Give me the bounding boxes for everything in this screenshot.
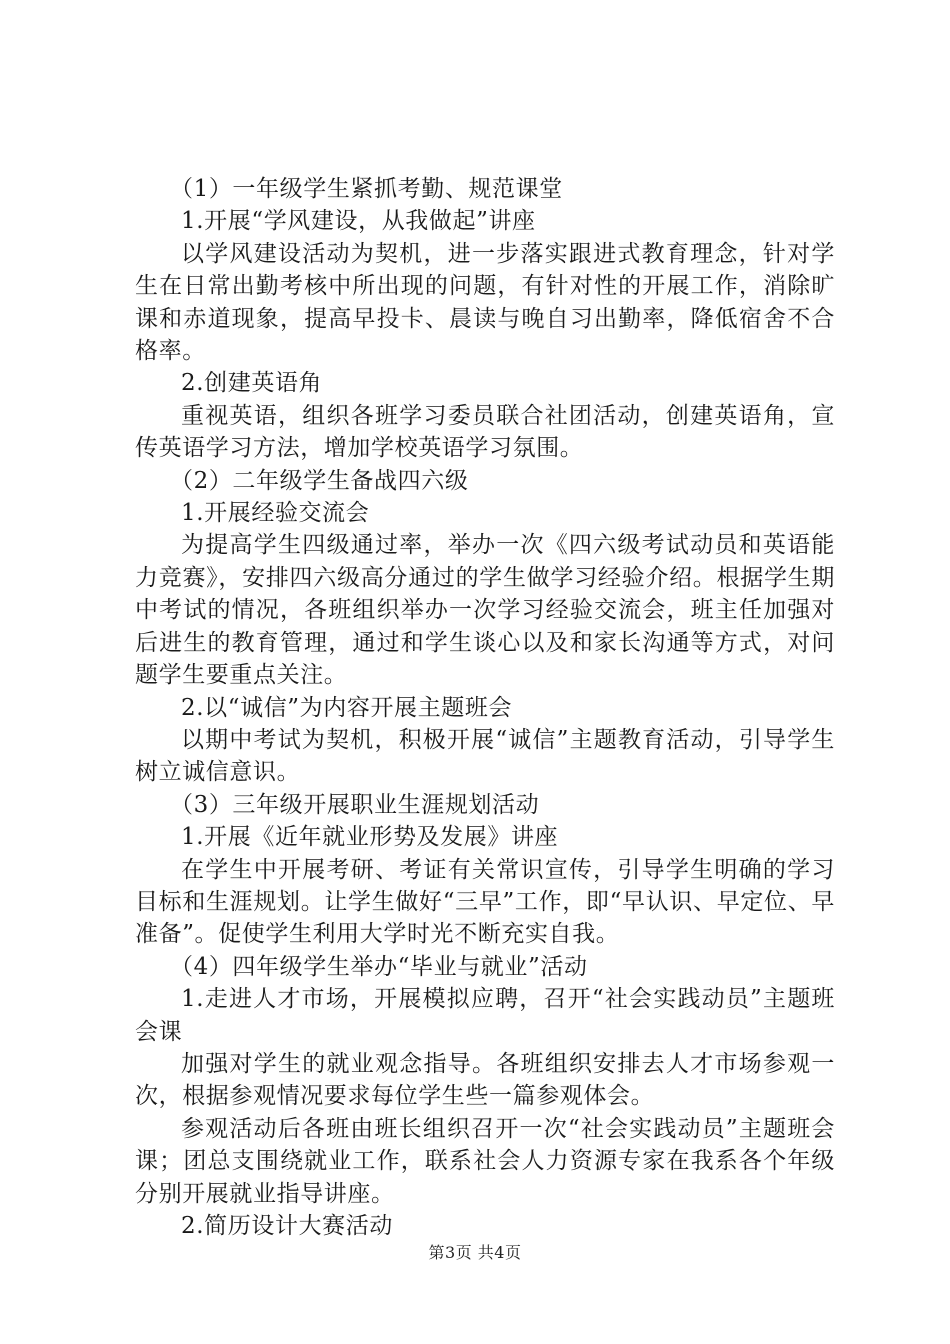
section-heading-grade-3: （3）三年级开展职业生涯规划活动 [170, 791, 540, 818]
body-paragraph: 参观活动后各班由班长组织召开一次“社会实践动员”主题班会课；团总支围绕就业工作，联系社会人力资源专家在我系各个年级分别开展就业指导讲座。 [135, 1115, 835, 1207]
section-heading-grade-1: （1）一年级学生紧抓考勤、规范课堂 [170, 176, 563, 202]
body-paragraph: 为提高学生四级通过率，举办一次《四六级考试动员和英语能力竞赛》，安排四六级高分通过的学生做学习经验介绍。根据学生期中考试的情况，各班组织举办一次学习经验交流会，班主任加强对后进生的教育管理，通过和学生谈心以及和家长沟通等方式，对问题学生要重点关注。 [135, 532, 835, 689]
document-body [135, 173, 835, 1242]
list-item: 1.开展“学风建设，从我做起”讲座 [181, 208, 536, 235]
list-item: 1.开展《近年就业形势及发展》讲座 [181, 824, 559, 851]
section-heading-grade-4: （4）四年级学生举办“毕业与就业”活动 [170, 953, 588, 980]
list-item: 2.创建英语角 [181, 370, 323, 397]
body-paragraph: 加强对学生的就业观念指导。各班组织安排去人才市场参观一次，根据参观情况要求每位学生些一篇参观体会。 [135, 1050, 835, 1110]
section-heading-grade-2: （2）二年级学生备战四六级 [170, 467, 469, 494]
body-paragraph: 在学生中开展考研、考证有关常识宣传，引导学生明确的学习目标和生涯规划。让学生做好“三早”工作，即“早认识、早定位、早准备”。促使学生利用大学时光不断充实自我。 [135, 856, 835, 948]
list-item: 2.以“诚信”为内容开展主题班会 [181, 694, 513, 721]
list-item: 1.走进人才市场，开展模拟应聘，召开“社会实践动员”主题班会课 [135, 986, 835, 1045]
page-number-footer: 第3页 共4页 [428, 1243, 522, 1262]
list-item: 1.开展经验交流会 [181, 500, 370, 527]
body-paragraph: 以期中考试为契机，积极开展“诚信”主题教育活动，引导学生树立诚信意识。 [135, 726, 835, 786]
list-item: 2.简历设计大赛活动 [181, 1213, 393, 1239]
body-paragraph: 重视英语，组织各班学习委员联合社团活动，创建英语角，宣传英语学习方法，增加学校英语学习氛围。 [135, 402, 835, 462]
body-paragraph: 以学风建设活动为契机，进一步落实跟进式教育理念，针对学生在日常出勤考核中所出现的问题，有针对性的开展工作，消除旷课和赤道现象，提高早投卡、晨读与晚自习出勤率，降低宿舍不合格率。 [135, 240, 835, 365]
